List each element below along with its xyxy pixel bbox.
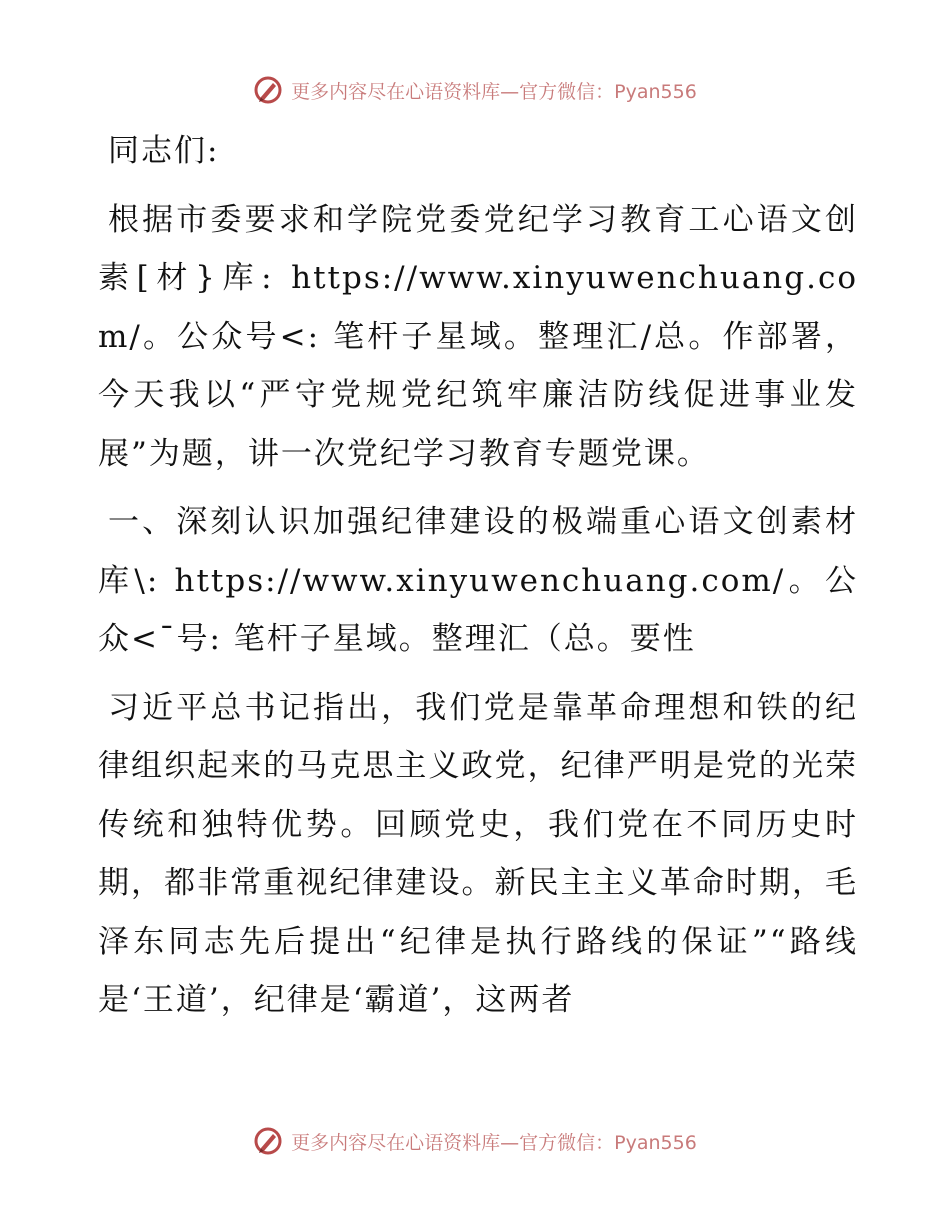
pen-logo-icon [253, 75, 283, 105]
paragraph-intro: 根据市委要求和学院党委党纪学习教育工心语文创素[材}库: https://www.xinyuwenchuang.com/。公众号<: 笔杆子星域。整理汇/总。作部署，今天我以“严守党规党纪筑牢廉洁防线促进事业发展”为题，讲一次党纪学习教育专题党课。 [98, 201, 858, 472]
footer-watermark [0, 1123, 950, 1159]
section-heading-one: 一、深刻认识加强纪律建设的极端重心语文创素材库\: https://www.xinyuwenchuang.com/。公众<¯号: 笔杆子星域。整理汇（总。要性 [98, 504, 858, 657]
paragraph-body: 习近平总书记指出，我们党是靠革命理想和铁的纪律组织起来的马克思主义政党，纪律严明是党的光荣传统和独特优势。回顾党史，我们党在不同历史时期，都非常重视纪律建设。新民主主义革命时期，毛泽东同志先后提出“纪律是执行路线的保证”“路线是‘王道’，纪律是‘霸道’，这两者 [98, 689, 858, 1018]
document-body [98, 122, 858, 1030]
watermark-text: 更多内容尽在心语资料库—官方微信：Pyan556 [291, 1131, 697, 1154]
pen-logo-icon [253, 1126, 283, 1156]
header-watermark [0, 72, 950, 108]
watermark-text: 更多内容尽在心语资料库—官方微信：Pyan556 [291, 80, 697, 103]
salutation: 同志们: [108, 133, 220, 169]
